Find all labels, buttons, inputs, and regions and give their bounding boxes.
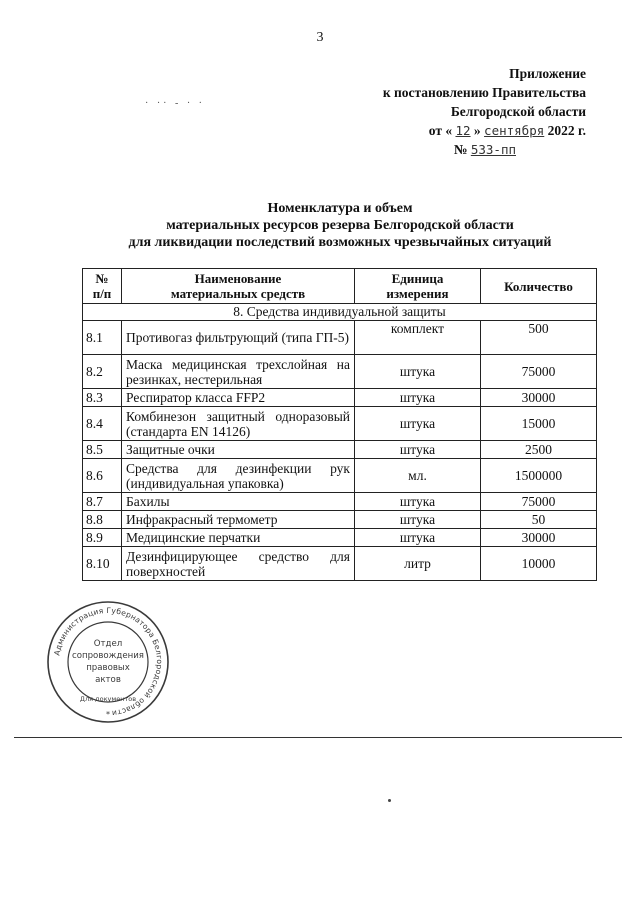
header-num: № п/п xyxy=(83,269,122,304)
title-line3: для ликвидации последствий возможных чрезвычайных ситуаций xyxy=(128,235,552,250)
number-value: 533-пп xyxy=(470,142,516,157)
row-qty: 50 xyxy=(481,511,597,529)
row-unit: штука xyxy=(355,529,481,547)
number-prefix: № xyxy=(453,142,468,157)
table-row xyxy=(83,355,597,389)
row-name: Защитные очки xyxy=(122,441,355,459)
row-unit: литр xyxy=(355,547,481,581)
row-unit: штука xyxy=(355,355,481,389)
stamp-center-line1: Отдел xyxy=(93,639,123,649)
table-row xyxy=(83,321,597,355)
approval-number xyxy=(336,140,586,159)
date-prefix: от « xyxy=(428,123,453,138)
row-qty: 30000 xyxy=(481,389,597,407)
row-num: 8.9 xyxy=(83,529,122,547)
horizontal-rule xyxy=(14,737,622,738)
row-num: 8.3 xyxy=(83,389,122,407)
stamp-ring-text: Администрация Губернатора Белгородской области xyxy=(52,605,165,718)
table-row xyxy=(83,407,597,441)
table-row xyxy=(83,441,597,459)
date-day: 12 xyxy=(455,123,471,138)
approval-line3: Белгородской области xyxy=(450,104,586,119)
header-qty: Количество xyxy=(481,269,597,304)
row-qty: 75000 xyxy=(481,355,597,389)
row-num: 8.10 xyxy=(83,547,122,581)
row-name: Дезинфицирующее средство для поверхностей xyxy=(122,547,355,581)
approval-block xyxy=(336,64,586,159)
approval-title: Приложение xyxy=(509,66,586,81)
row-qty: 30000 xyxy=(481,529,597,547)
section-row xyxy=(83,304,597,321)
row-num: 8.4 xyxy=(83,407,122,441)
table-row xyxy=(83,529,597,547)
official-stamp xyxy=(44,598,172,726)
page-number: 3 xyxy=(316,30,324,45)
table-row xyxy=(83,493,597,511)
row-name: Противогаз фильтрующий (типа ГП-5) xyxy=(122,321,355,355)
row-unit: штука xyxy=(355,389,481,407)
row-unit: штука xyxy=(355,407,481,441)
stamp-outer-ring xyxy=(48,602,168,722)
stamp-center-line4: актов xyxy=(95,675,121,685)
row-qty: 500 xyxy=(481,321,597,355)
resources-table xyxy=(82,268,597,581)
table-row xyxy=(83,511,597,529)
stamp-inner-ring xyxy=(68,622,148,702)
row-name: Комбинезон защитный одноразовый (стандарта EN 14126) xyxy=(122,407,355,441)
document-title xyxy=(80,200,600,251)
row-qty: 2500 xyxy=(481,441,597,459)
row-name: Маска медицинская трехслойная на резинках, нестерильная xyxy=(122,355,355,389)
stamp-star-icon: * xyxy=(106,710,110,719)
row-qty: 1500000 xyxy=(481,459,597,493)
row-qty: 75000 xyxy=(481,493,597,511)
row-num: 8.8 xyxy=(83,511,122,529)
row-unit: штука xyxy=(355,441,481,459)
approval-date xyxy=(336,121,586,140)
header-unit: Единица измерения xyxy=(355,269,481,304)
title-line2: материальных ресурсов резерва Белгородской области xyxy=(166,218,514,233)
row-name: Бахилы xyxy=(122,493,355,511)
stamp-center-line3: правовых xyxy=(86,663,130,673)
row-num: 8.6 xyxy=(83,459,122,493)
date-year: 2022 г. xyxy=(547,123,586,138)
stamp-bottom-text: Для документов xyxy=(79,695,137,703)
row-name: Инфракрасный термометр xyxy=(122,511,355,529)
section-title: 8. Средства индивидуальной защиты xyxy=(83,304,597,321)
table-header-row xyxy=(83,269,597,304)
row-num: 8.1 xyxy=(83,321,122,355)
row-unit: штука xyxy=(355,511,481,529)
row-qty: 15000 xyxy=(481,407,597,441)
scan-specks: · ·· - · · xyxy=(145,98,205,109)
title-line1: Номенклатура и объем xyxy=(267,201,413,216)
row-num: 8.7 xyxy=(83,493,122,511)
stamp-center-line2: сопровождения xyxy=(72,651,144,661)
row-num: 8.2 xyxy=(83,355,122,389)
row-num: 8.5 xyxy=(83,441,122,459)
date-mid: » xyxy=(473,123,481,138)
row-name: Респиратор класса FFP2 xyxy=(122,389,355,407)
row-qty: 10000 xyxy=(481,547,597,581)
row-name: Средства для дезинфекции рук (индивидуальная упаковка) xyxy=(122,459,355,493)
row-name: Медицинские перчатки xyxy=(122,529,355,547)
row-unit: комплект xyxy=(355,321,481,355)
approval-line2: к постановлению Правительства xyxy=(382,85,586,100)
scan-dot xyxy=(388,799,391,802)
header-name: Наименование материальных средств xyxy=(122,269,355,304)
table-row xyxy=(83,547,597,581)
row-unit: штука xyxy=(355,493,481,511)
table-row xyxy=(83,389,597,407)
table-row xyxy=(83,459,597,493)
row-unit: мл. xyxy=(355,459,481,493)
date-month: сентября xyxy=(484,123,545,138)
